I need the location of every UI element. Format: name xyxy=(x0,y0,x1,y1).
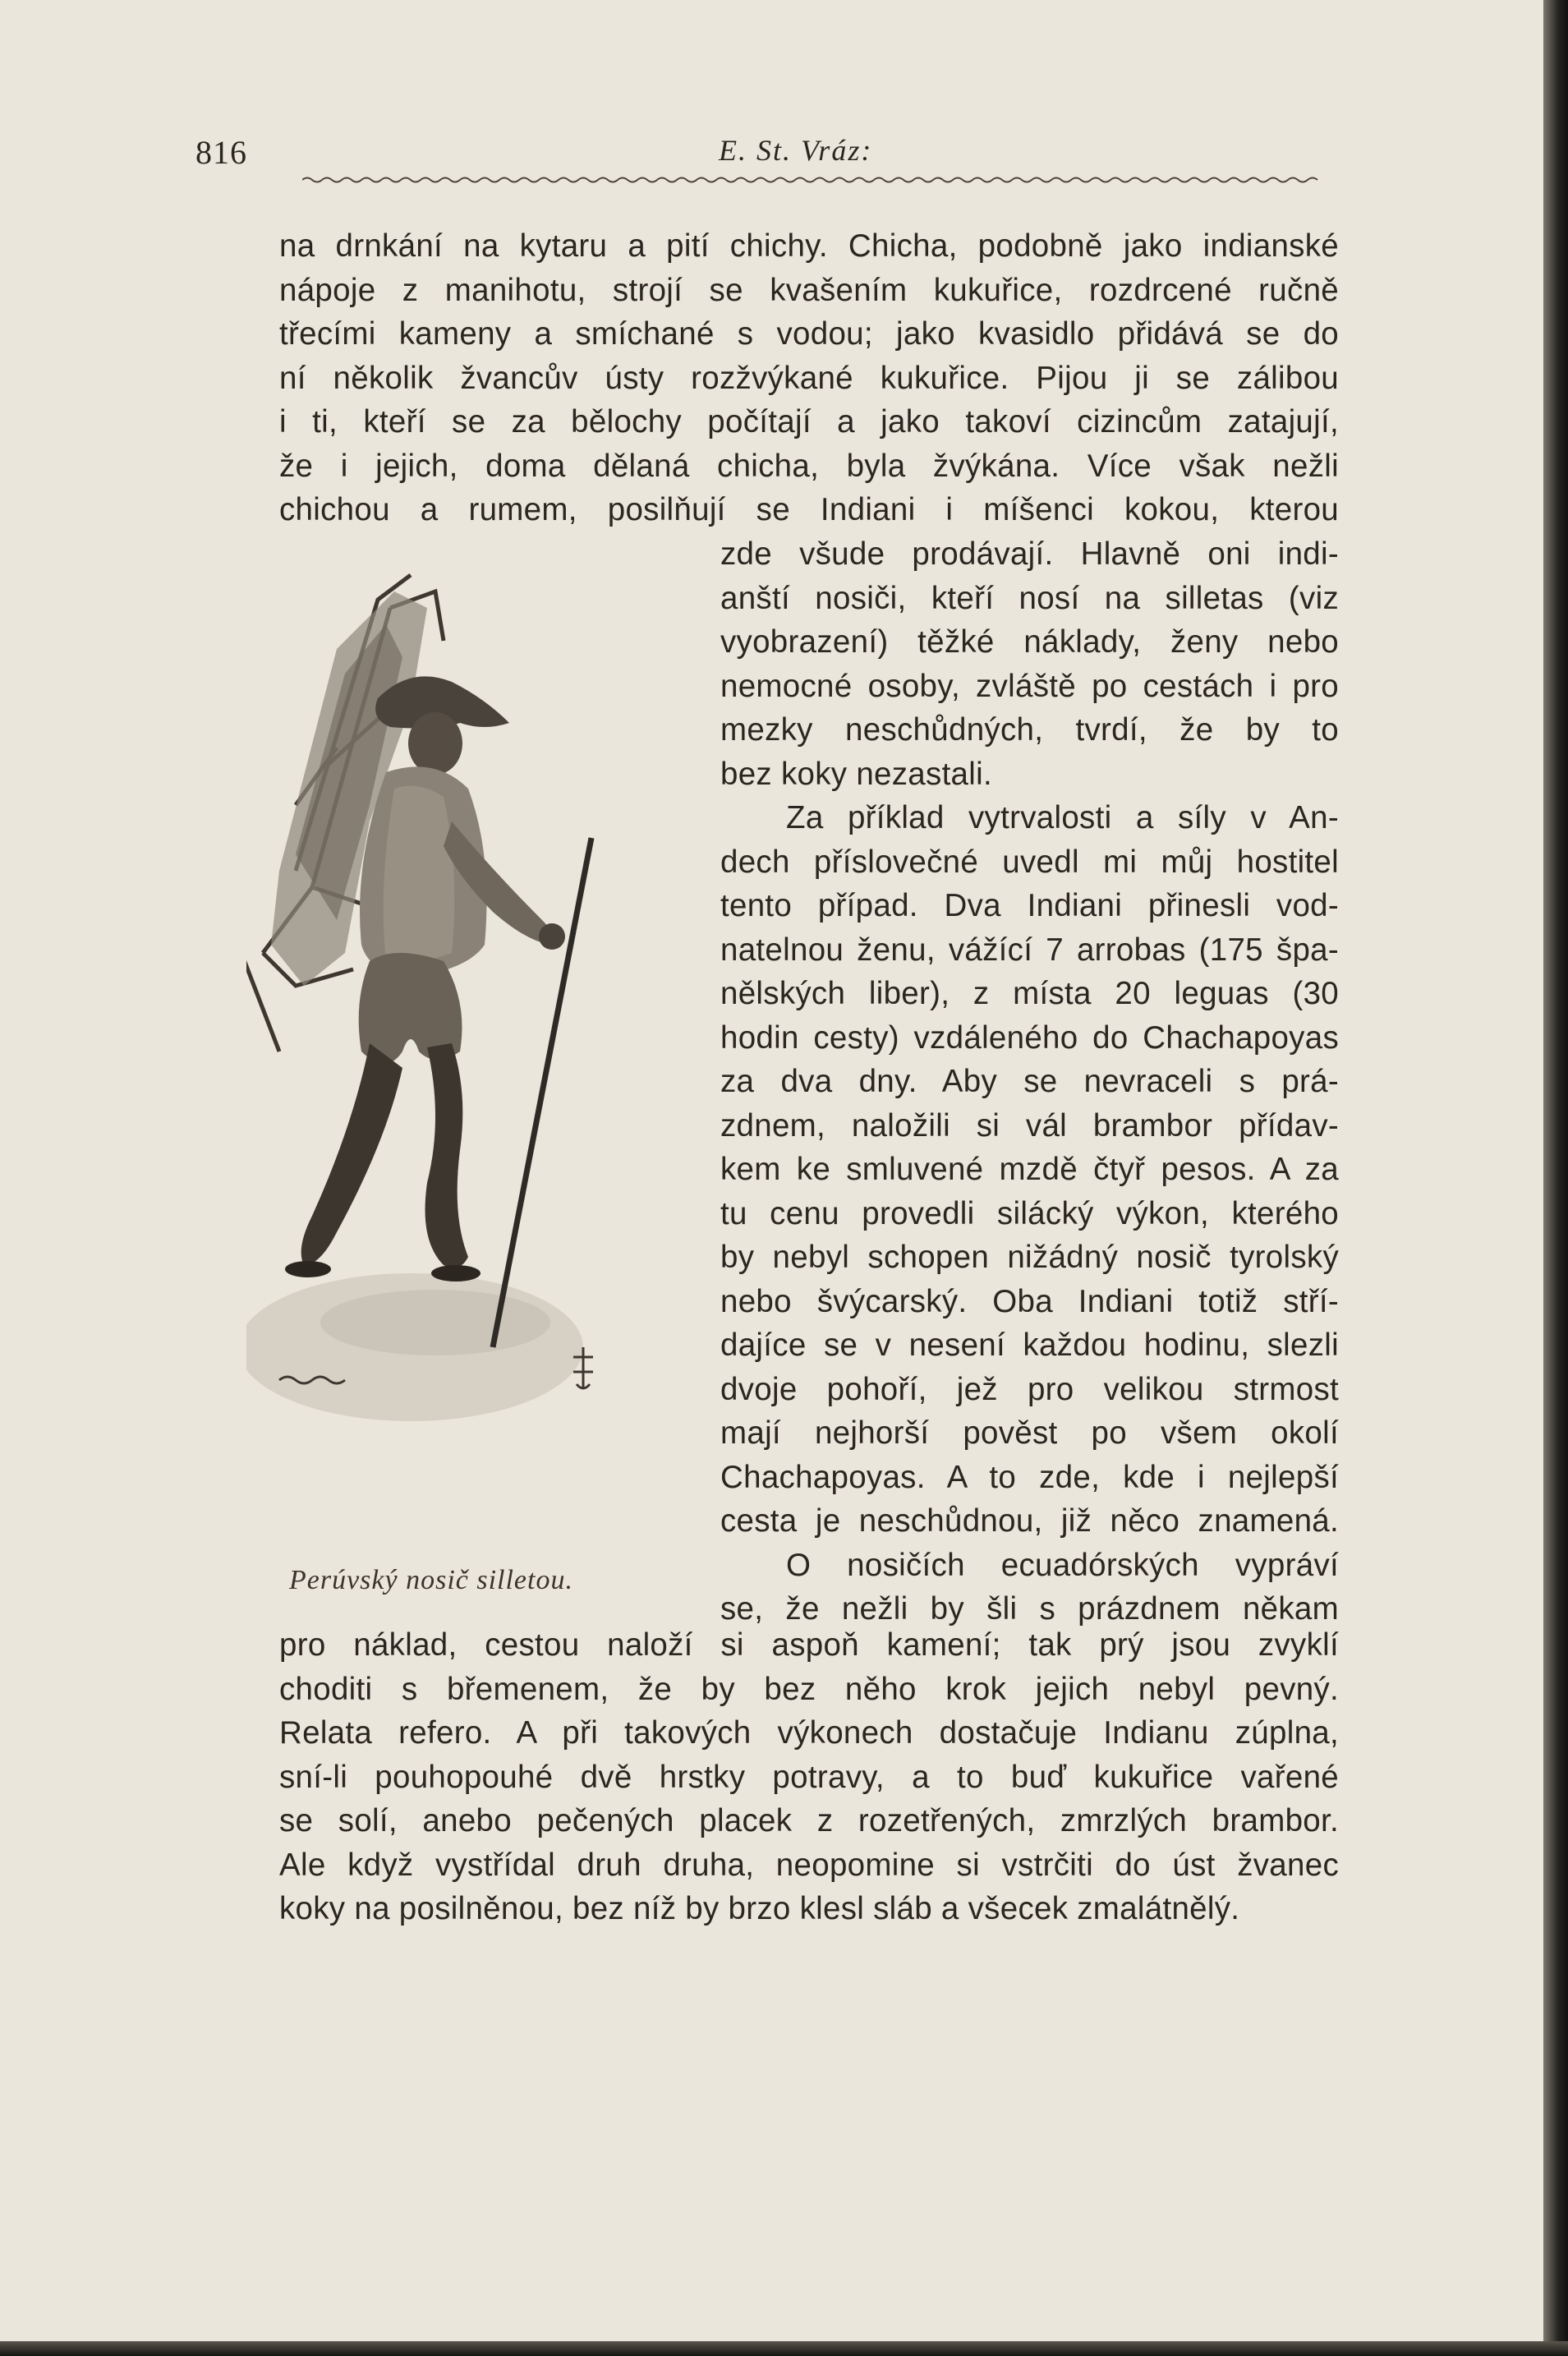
paragraph-top xyxy=(279,224,1339,532)
text-line: za dva dny. Aby se nevraceli s prá- xyxy=(720,1064,1339,1099)
text-line: nebo švýcarský. Oba Indiani totiž stří- xyxy=(720,1283,1339,1319)
page-bottom-edge xyxy=(0,2341,1568,2356)
porter-legs xyxy=(301,1043,402,1265)
page-number: 816 xyxy=(195,134,247,171)
text-line: hodin cesty) vzdáleného do Chachapoyas xyxy=(720,1019,1339,1056)
porter-illustration xyxy=(246,559,690,1544)
text-line: Za příklad vytrvalosti a síly v An- xyxy=(786,800,1339,835)
text-line: Chachapoyas. A to zde, kde i nejlepší xyxy=(720,1459,1339,1495)
text-line: nemocné osoby, zvláště po cestách i pro xyxy=(720,668,1339,704)
text-line: cesta je neschůdnou, již něco znamená. xyxy=(720,1503,1339,1539)
text-line: koky na posilněnou, bez níž by brzo klesl sláb a všecek zmalátnělý. xyxy=(279,1891,1240,1926)
text-line: chichou a rumem, posilňují se Indiani i míšenci kokou, kterou xyxy=(279,492,1339,527)
text-line: bez koky nezastali. xyxy=(720,756,992,792)
figure-caption: Perúvský nosič silletou. xyxy=(289,1565,573,1595)
text-line: se, že nežli by šli s prázdnem někam xyxy=(720,1591,1339,1627)
text-line: zde všude prodávají. Hlavně oni indi- xyxy=(720,536,1339,572)
text-line: mají nejhorší pověst po všem okolí xyxy=(720,1415,1339,1451)
text-line: Ale když vystřídal druh druha, neopomine si vstrčiti do úst žvanec xyxy=(279,1847,1339,1883)
text-line: na drnkání na kytaru a pití chichy. Chicha, podobně jako indianské xyxy=(279,228,1339,264)
text-line: že i jejich, doma dělaná chicha, byla žvýkána. Více však nežli xyxy=(279,448,1339,484)
text-line: choditi s břemenem, že by bez něho krok jejich nebyl pevný. xyxy=(279,1671,1339,1707)
page-binding-edge xyxy=(1543,0,1568,2356)
text-line: ní několik žvancův ústy rozžvýkané kukuřice. Pijou ji se zálibou xyxy=(279,360,1339,396)
paragraph-bottom xyxy=(279,1623,1339,1931)
text-line: dajíce se v nesení každou hodinu, slezli xyxy=(720,1328,1339,1363)
text-line: nělských liber), z místa 20 leguas (30 xyxy=(720,976,1339,1011)
text-line: nápoje z manihotu, strojí se kvašením kukuřice, rozdrcené ručně xyxy=(279,272,1339,308)
porter-head xyxy=(408,712,462,775)
text-line: anští nosiči, kteří nosí na silletas (viz xyxy=(720,580,1339,616)
text-line: sní-li pouhopouhé dvě hrstky potravy, a to buď kukuřice vařené xyxy=(279,1759,1339,1795)
text-line: by nebyl schopen nižádný nosič tyrolský xyxy=(720,1240,1339,1275)
text-line: třecími kameny a smíchané s vodou; jako kvasidlo přidává se do xyxy=(279,316,1339,352)
text-line: tento případ. Dva Indiani přinesli vod- xyxy=(720,888,1339,923)
text-line: dvoje pohoří, jež pro velikou strmost xyxy=(720,1371,1339,1407)
text-line: i ti, kteří se za bělochy počítají a jako takoví cizincům zatajují, xyxy=(279,404,1339,439)
text-line: Relata refero. A při takových výkonech dostačuje Indianu zúplna, xyxy=(279,1715,1339,1751)
text-line: zdnem, naložili si vál brambor přídav- xyxy=(720,1107,1339,1143)
text-line: vyobrazení) těžké náklady, ženy nebo xyxy=(720,624,1339,660)
text-line: dech příslovečné uvedl mi můj hostitel xyxy=(720,844,1339,880)
text-line: pro náklad, cestou naloží si aspoň kamení; tak prý jsou zvyklí xyxy=(279,1627,1339,1663)
paragraph-beside-figure xyxy=(720,532,1339,1631)
header-wavy-rule xyxy=(302,174,1339,186)
text-line: kem ke smluvené mzdě čtyř pesos. A za xyxy=(720,1152,1339,1187)
text-line: mezky neschůdných, tvrdí, že by to xyxy=(720,712,1339,748)
text-line: tu cenu provedli silácký výkon, kterého xyxy=(720,1195,1339,1231)
running-head: E. St. Vráz: xyxy=(719,134,873,167)
text-line: natelnou ženu, vážící 7 arrobas (175 špa- xyxy=(720,932,1339,968)
text-line: se solí, anebo pečených placek z rozetřených, zmrzlých brambor. xyxy=(279,1803,1339,1838)
text-line: O nosičích ecuadórských vypráví xyxy=(786,1547,1339,1583)
